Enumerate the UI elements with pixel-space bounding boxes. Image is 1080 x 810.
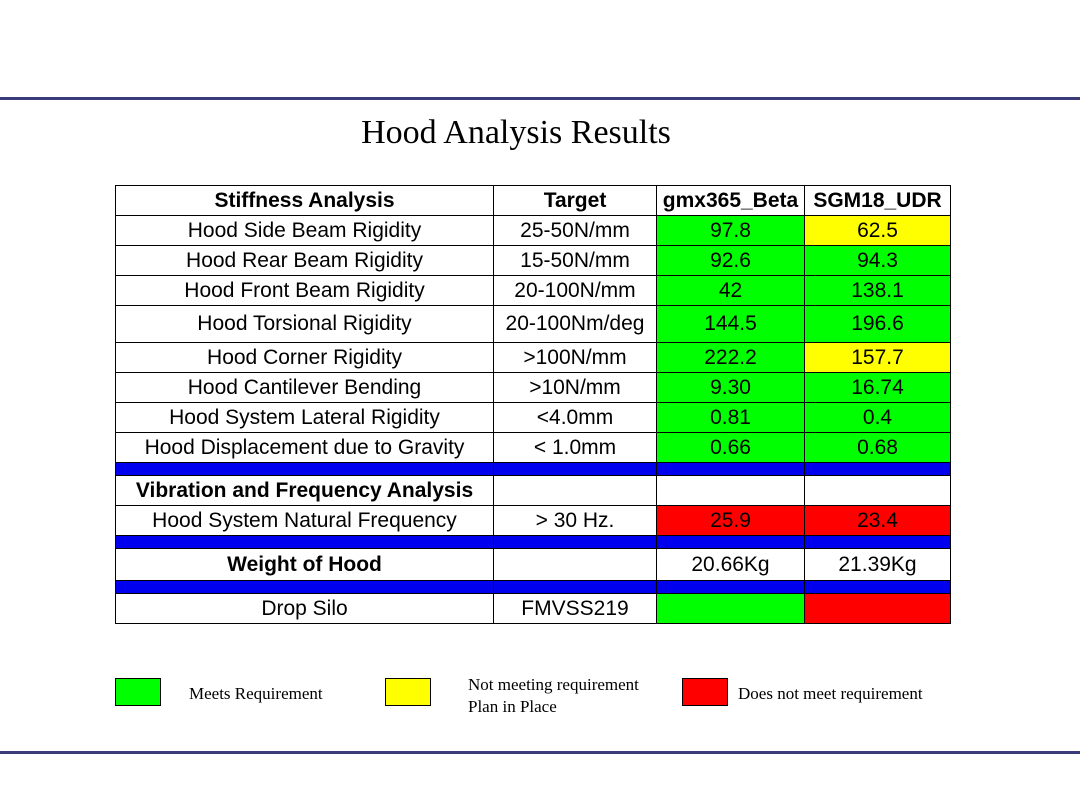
header-stiffness-analysis: Stiffness Analysis xyxy=(116,186,494,216)
gmx-value: 25.9 xyxy=(657,506,805,536)
row-target: <4.0mm xyxy=(494,403,657,433)
gmx-value: 222.2 xyxy=(657,343,805,373)
gmx-value xyxy=(657,594,805,624)
gmx-value: 97.8 xyxy=(657,216,805,246)
sgm-value: 16.74 xyxy=(805,373,951,403)
row-target: 25-50N/mm xyxy=(494,216,657,246)
row-target: < 1.0mm xyxy=(494,433,657,463)
row-label: Hood System Natural Frequency xyxy=(116,506,494,536)
table-row xyxy=(116,216,951,246)
legend-fails-label: Does not meet requirement xyxy=(738,684,923,703)
row-label: Hood Rear Beam Rigidity xyxy=(116,246,494,276)
header-target: Target xyxy=(494,186,657,216)
row-label: Hood System Lateral Rigidity xyxy=(116,403,494,433)
section-separator xyxy=(116,536,951,549)
table-row xyxy=(116,343,951,373)
header-sgm18-udr: SGM18_UDR xyxy=(805,186,951,216)
results-table xyxy=(115,185,951,624)
page-title: Hood Analysis Results xyxy=(361,114,671,151)
row-target: 20-100Nm/deg xyxy=(494,306,657,343)
table-row xyxy=(116,433,951,463)
sgm-value: 138.1 xyxy=(805,276,951,306)
legend-green-swatch xyxy=(115,678,161,706)
table-row xyxy=(116,276,951,306)
vibration-section-title: Vibration and Frequency Analysis xyxy=(116,476,494,506)
legend-red-swatch xyxy=(682,678,728,706)
row-label: Hood Side Beam Rigidity xyxy=(116,216,494,246)
row-label: Weight of Hood xyxy=(116,549,494,581)
sgm-value: 0.4 xyxy=(805,403,951,433)
sgm-value: 157.7 xyxy=(805,343,951,373)
row-target xyxy=(494,549,657,581)
table-row xyxy=(116,373,951,403)
table-row xyxy=(116,403,951,433)
gmx-value: 0.81 xyxy=(657,403,805,433)
table-row xyxy=(116,306,951,343)
gmx-value: 0.66 xyxy=(657,433,805,463)
gmx-value: 144.5 xyxy=(657,306,805,343)
table-row xyxy=(116,549,951,581)
legend-plan-line2: Plan in Place xyxy=(468,697,557,716)
row-label: Drop Silo xyxy=(116,594,494,624)
legend-yellow-swatch xyxy=(385,678,431,706)
row-target: > 30 Hz. xyxy=(494,506,657,536)
row-label: Hood Front Beam Rigidity xyxy=(116,276,494,306)
sgm-value: 23.4 xyxy=(805,506,951,536)
sgm-value: 94.3 xyxy=(805,246,951,276)
section-separator xyxy=(116,581,951,594)
gmx-value: 9.30 xyxy=(657,373,805,403)
gmx-value: 20.66Kg xyxy=(657,549,805,581)
sgm-value: 196.6 xyxy=(805,306,951,343)
sgm-value: 62.5 xyxy=(805,216,951,246)
gmx-value: 42 xyxy=(657,276,805,306)
table-row xyxy=(116,246,951,276)
row-target: FMVSS219 xyxy=(494,594,657,624)
row-target: 20-100N/mm xyxy=(494,276,657,306)
bottom-rule xyxy=(0,751,1080,754)
row-label: Hood Displacement due to Gravity xyxy=(116,433,494,463)
sgm-value: 0.68 xyxy=(805,433,951,463)
gmx-value: 92.6 xyxy=(657,246,805,276)
row-target: >100N/mm xyxy=(494,343,657,373)
row-label: Hood Cantilever Bending xyxy=(116,373,494,403)
section-separator xyxy=(116,463,951,476)
sgm-value xyxy=(805,594,951,624)
row-target: >10N/mm xyxy=(494,373,657,403)
row-label: Hood Corner Rigidity xyxy=(116,343,494,373)
table-row xyxy=(116,594,951,624)
table-row xyxy=(116,506,951,536)
table-header-row xyxy=(116,186,951,216)
vibration-section-header-row xyxy=(116,476,951,506)
top-rule xyxy=(0,97,1080,100)
header-gmx365-beta: gmx365_Beta xyxy=(657,186,805,216)
legend-plan-label xyxy=(468,674,639,718)
legend-meets-label: Meets Requirement xyxy=(189,684,323,703)
row-target: 15-50N/mm xyxy=(494,246,657,276)
row-label: Hood Torsional Rigidity xyxy=(116,306,494,343)
legend-plan-line1: Not meeting requirement xyxy=(468,675,639,694)
sgm-value: 21.39Kg xyxy=(805,549,951,581)
